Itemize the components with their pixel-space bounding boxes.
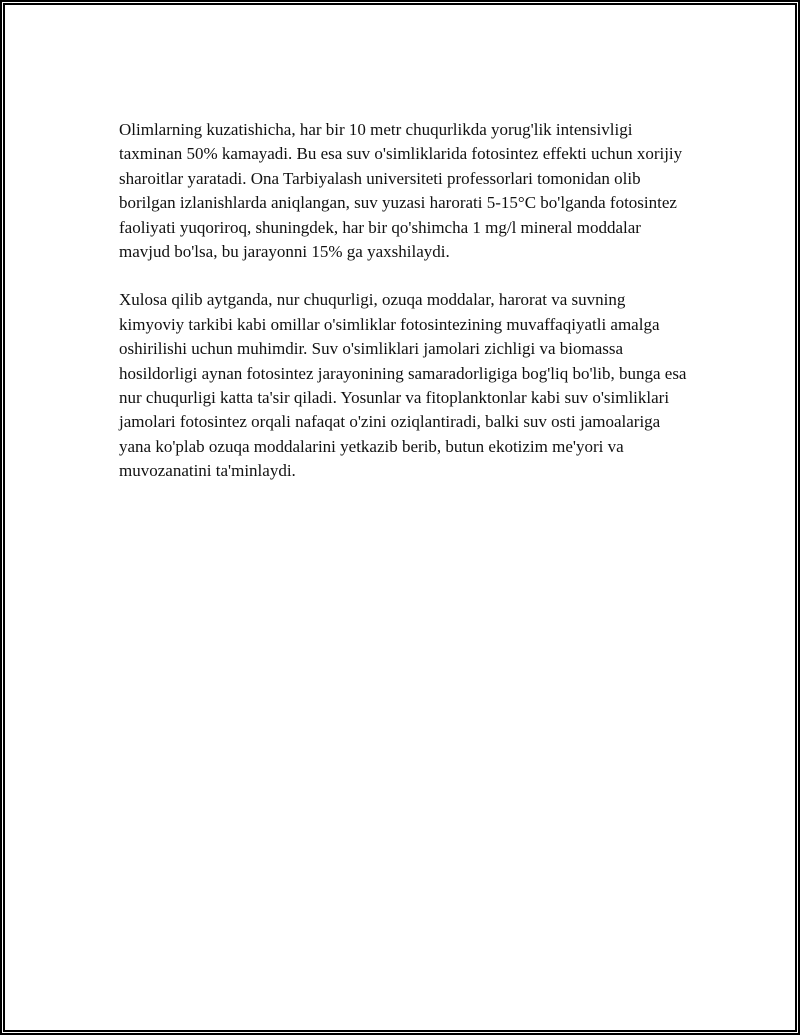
paragraph-2: Xulosa qilib aytganda, nur chuqurligi, ozuqa moddalar, harorat va suvning kimyoviy tarkibi kabi omillar o'simliklar fotosintezining muvaffaqiyatli amalga oshirilishi uchun muhimdir. Suv o'simliklari jamolari zichligi va biomassa hosildorligi aynan fotosintez jarayonining samaradorligiga bog'liq bo'lib, bunga esa nur chuqurligi katta ta'sir qiladi. Yosunlar va fitoplanktonlar kabi suv o'simliklari jamolari fotosintez orqali nafaqat o'zini oziqlantiradi, balki suv osti jamoalariga yana ko'plab ozuqa moddalarini yetkazib berib, butun ekotizim me'yori va muvozanatini ta'minlaydi. <box>119 290 687 481</box>
paragraph-1: Olimlarning kuzatishicha, har bir 10 metr chuqurlikda yorug'lik intensivligi taxminan 50% kamayadi. Bu esa suv o'simliklarida fotosintez effekti uchun xorijiy sharoitlar yaratadi. Ona Tarbiyalash universiteti professorlari tomonidan olib borilgan izlanishlarda aniqlangan, suv yuzasi harorati 5-15°C bo'lganda fotosintez faoliyati yuqoriroq, shuningdek, har bir qo'shimcha 1 mg/l mineral moddalar mavjud bo'lsa, bu jarayonni 15% ga yaxshilaydi. <box>119 120 683 262</box>
document-body <box>119 118 687 508</box>
